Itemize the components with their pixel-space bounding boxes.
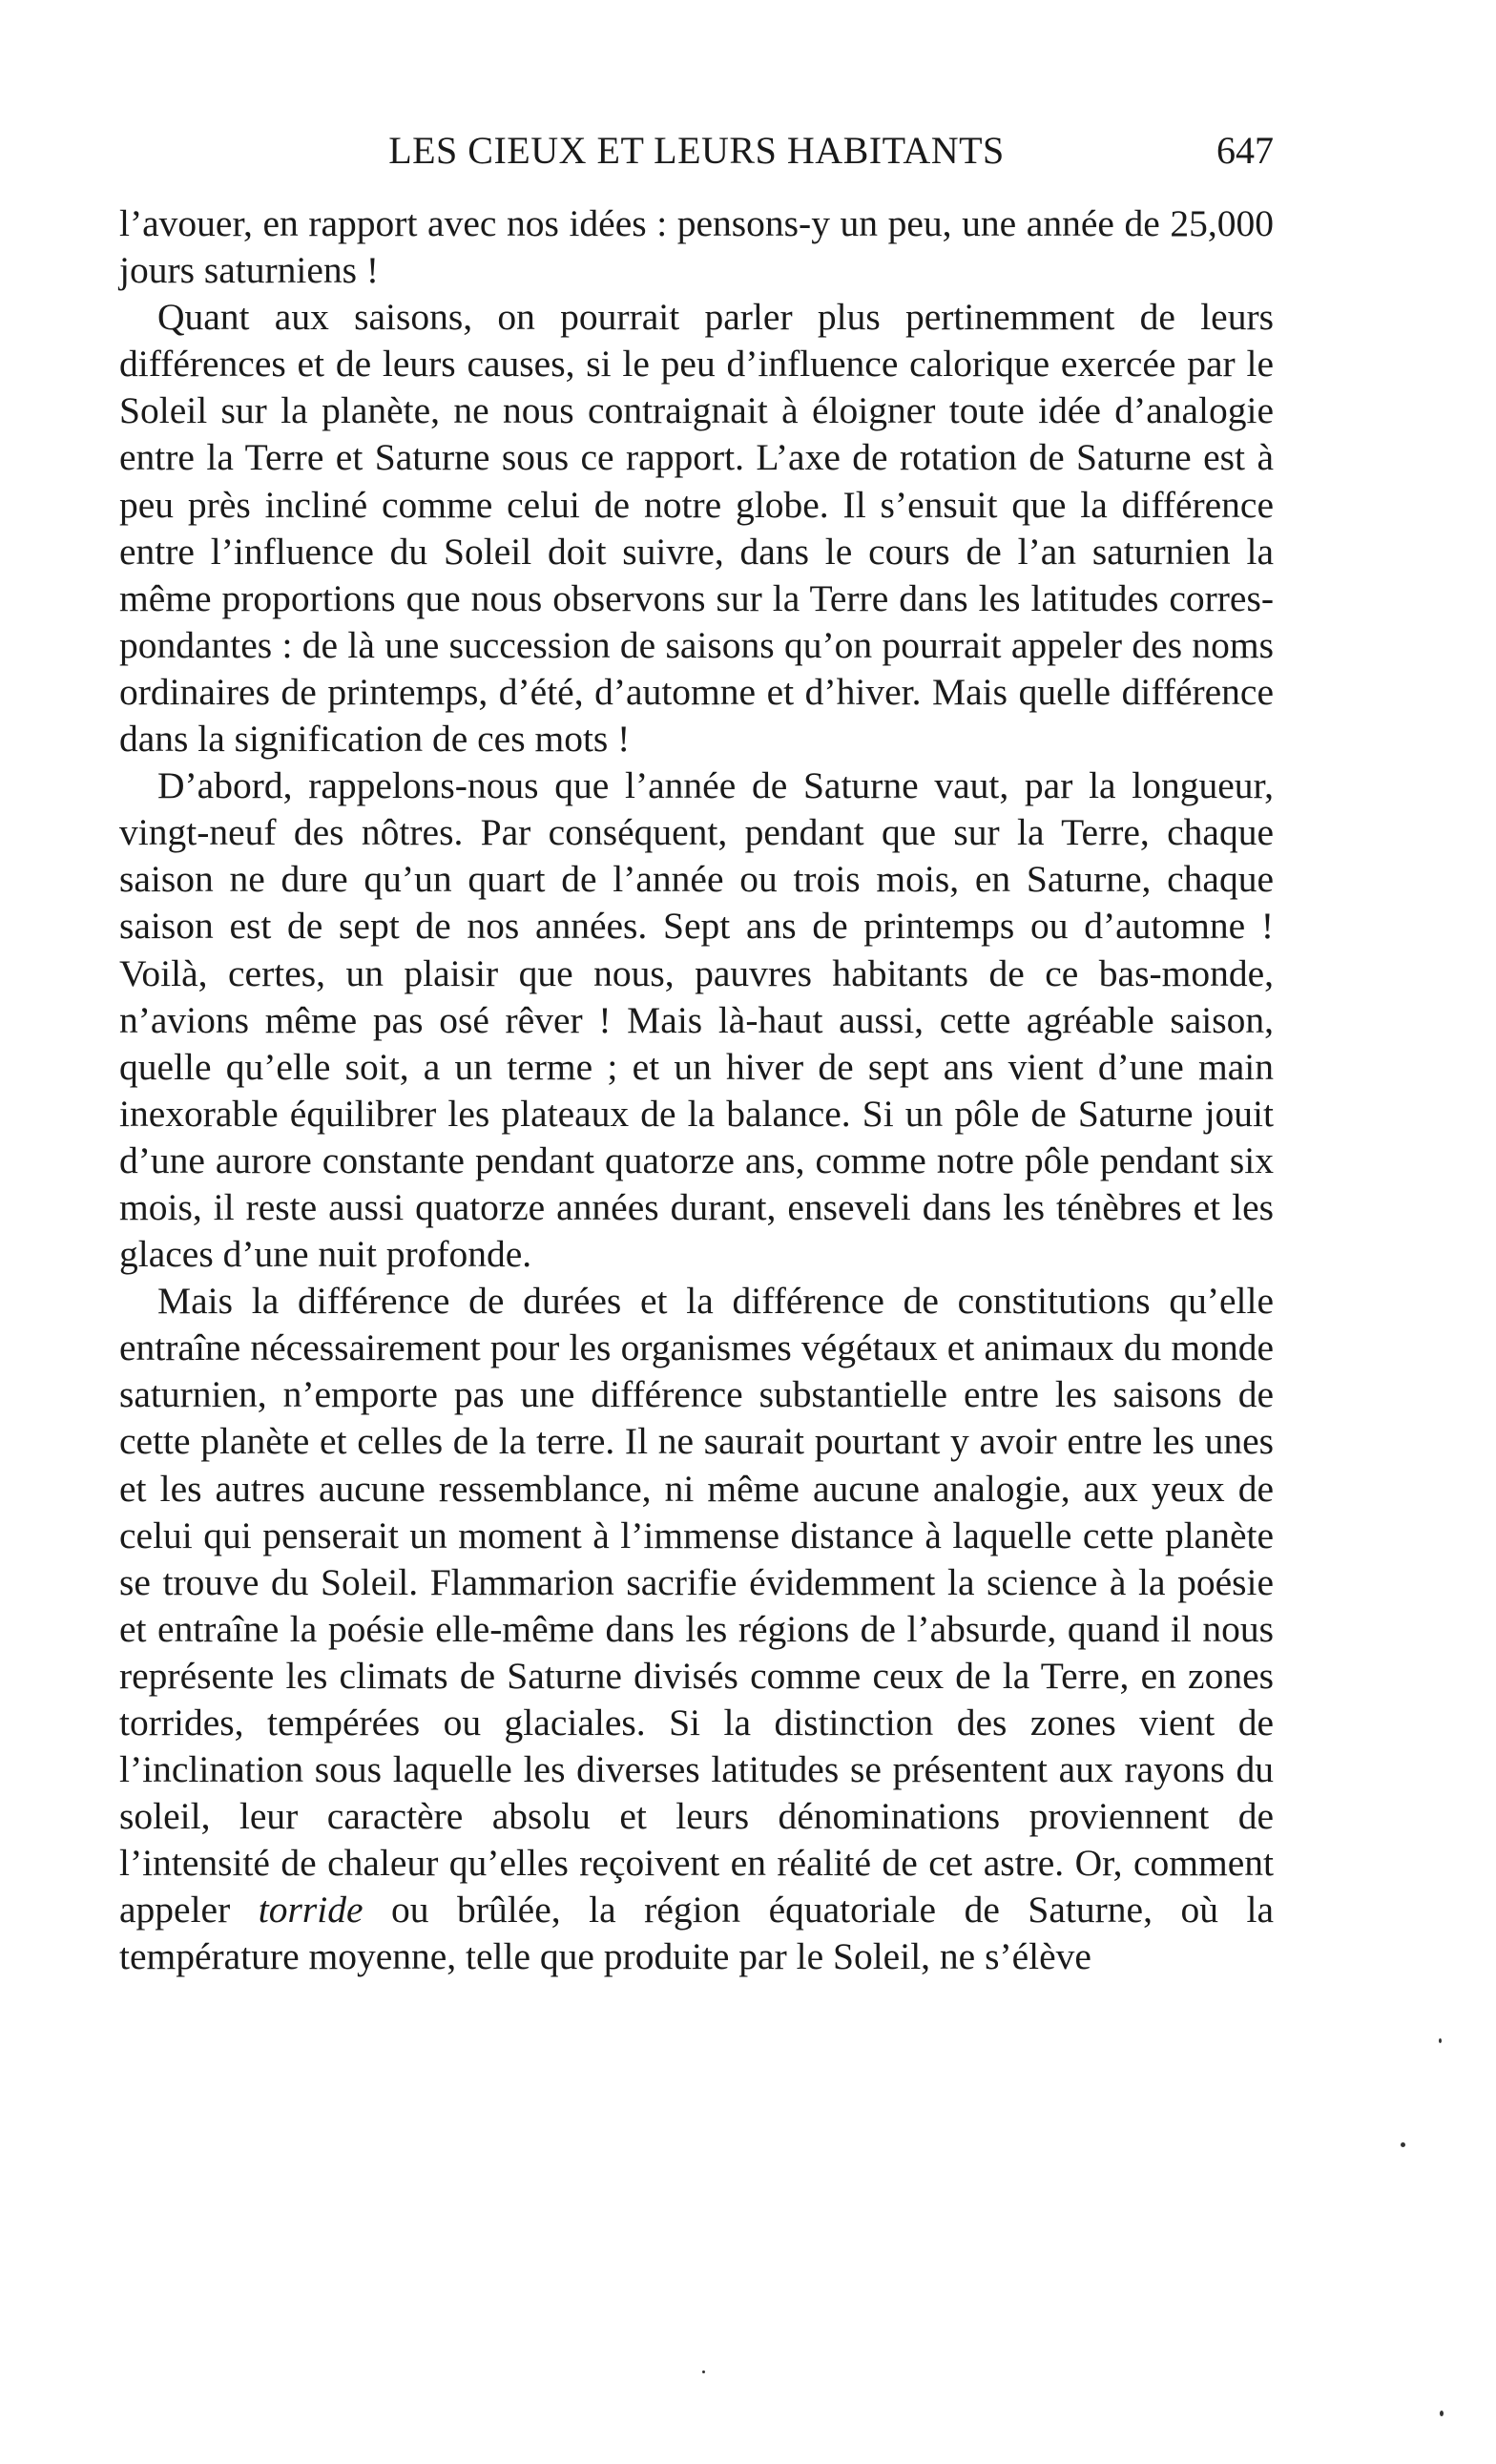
- italic-term: torride: [258, 1889, 364, 1932]
- page-number: 647: [1216, 129, 1274, 172]
- running-head: [119, 122, 1274, 179]
- paragraph-climate-zones: [119, 1278, 1274, 1980]
- paragraph-continuation: l’avouer, en rapport avec nos idées : pensons-y un peu, une année de 25,000 jours saturniens !: [119, 202, 1274, 292]
- print-speck: [1439, 2038, 1442, 2043]
- paragraph-text-before: Mais la différence de durées et la différence de constitutions qu’elle entraîne nécessairement pour les organismes végétaux et animaux du monde saturnien, n’emporte pas une différence substantielle entre les saisons de cette planète et celles de la terre. Il ne saurait pourtant y avoir entre les unes et les autres aucune ressemblance, ni même aucune analogie, aux yeux de celui qui penserait un moment à l’immense distance à laquelle cette planète se trouve du Soleil. Flammarion sacrifie évidemment la science à la poésie et entraîne la poésie elle-même dans les régions de l’absurde, quand il nous représente les climats de Saturne divisés comme ceux de la Terre, en zones torrides, tempérées ou glaciales. Si la distinction des zones vient de l’inclination sous laquelle les diverses latitudes se présentent aux rayons du soleil, leur caractère absolu et leurs dénominations proviennent de l’intensité de chaleur qu’elles reçoivent en réalité de cet astre. Or, comment appeler: [119, 1280, 1274, 1932]
- paragraph-text-after: ou brûlée, la région équatoriale de Saturne, où la température moyenne, telle que produite par le Soleil, ne s’élève: [119, 1889, 1275, 1978]
- print-speck: [1440, 2411, 1444, 2416]
- print-speck: [1401, 2142, 1405, 2147]
- paragraph-year-length: D’abord, rappelons-nous que l’année de Saturne vaut, par la longueur, vingt-neuf des nôtres. Par conséquent, pendant que sur la Terre, chaque saison ne dure qu’un quart de l’année ou trois mois, en Saturne, chaque saison est de sept de nos années. Sept ans de printemps ou d’automne ! Voilà, certes, un plaisir que nous, pauvres habitants de ce bas-monde, n’avions même pas osé rêver ! Mais là-haut aussi, cette agréable saison, quelle qu’elle soit, a un terme ; et un hiver de sept ans vient d’une main inexorable équilibrer les plateaux de la balance. Si un pôle de Saturne jouit d’une aurore constante pendant quatorze ans, comme notre pôle pendant six mois, il reste aussi quatorze années durant, enseveli dans les ténèbres et les glaces d’une nuit profonde.: [119, 764, 1274, 1276]
- paragraph-seasons: Quant aux saisons, on pourrait parler plus pertinemment de leurs différences et de leurs causes, si le peu d’influence calorique exercée par le Soleil sur la planète, ne nous contraignait à éloigner toute idée d’analogie entre la Terre et Saturne sous ce rapport. L’axe de rotation de Saturne est à peu près incliné comme celui de notre globe. Il s’ensuit que la différence entre l’influence du Soleil doit suivre, dans le cours de l’an saturnien la même proportions que nous observons sur la Terre dans les latitudes correspondantes : de là une succession de saisons qu’on pourrait appeler des noms ordinaires de printemps, d’été, d’automne et d’hiver. Mais quelle différence dans la signification de ces mots !: [119, 296, 1274, 761]
- print-speck: [702, 2370, 705, 2373]
- running-title: LES CIEUX ET LEURS HABITANTS: [388, 129, 1005, 172]
- body-text: [119, 200, 1274, 1981]
